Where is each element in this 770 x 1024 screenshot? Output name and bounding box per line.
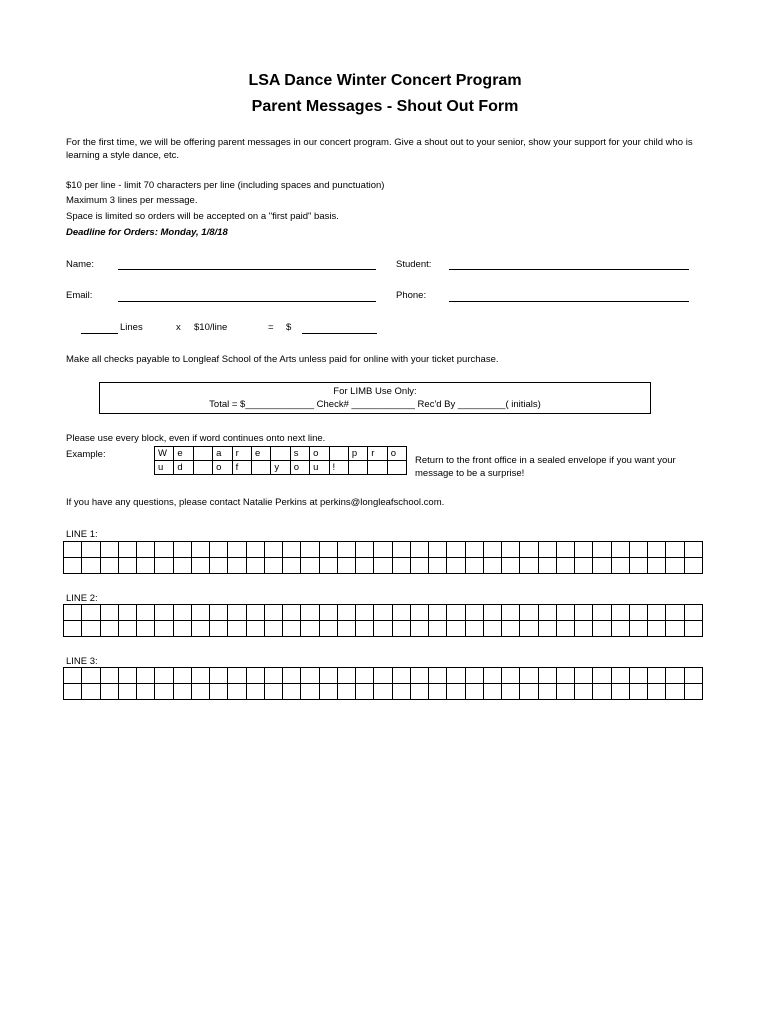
letter-block[interactable] (283, 605, 301, 621)
example-cell (193, 461, 212, 475)
total-amount-field[interactable] (302, 333, 377, 334)
letter-block[interactable] (556, 668, 574, 684)
surprise-note: Return to the front office in a sealed envelope if you want your message to be a surprise! (415, 455, 676, 479)
letter-block[interactable] (556, 684, 574, 700)
letter-block[interactable] (210, 668, 228, 684)
letter-block[interactable] (465, 621, 483, 637)
letter-block[interactable] (520, 668, 538, 684)
letter-block[interactable] (447, 605, 465, 621)
letter-block[interactable] (392, 542, 410, 558)
example-cell: u (310, 461, 329, 475)
letter-block[interactable] (301, 605, 319, 621)
letter-block[interactable] (465, 668, 483, 684)
letter-block[interactable] (520, 558, 538, 574)
letter-block[interactable] (520, 542, 538, 558)
letter-block[interactable] (611, 621, 629, 637)
letter-block[interactable] (429, 605, 447, 621)
letter-block[interactable] (648, 668, 666, 684)
letter-block[interactable] (301, 621, 319, 637)
letter-block[interactable] (374, 621, 392, 637)
letter-block[interactable] (502, 558, 520, 574)
letter-block[interactable] (100, 558, 118, 574)
letter-block[interactable] (483, 558, 501, 574)
equals-sign: = (268, 322, 274, 333)
letter-block[interactable] (264, 605, 282, 621)
example-cell: r (232, 447, 251, 461)
letter-block[interactable] (283, 542, 301, 558)
letter-block[interactable] (246, 542, 264, 558)
letter-block[interactable] (593, 542, 611, 558)
letter-block[interactable] (465, 605, 483, 621)
letter-block[interactable] (556, 542, 574, 558)
letter-block[interactable] (173, 621, 191, 637)
letter-block[interactable] (575, 621, 593, 637)
letter-block[interactable] (64, 542, 82, 558)
name-field[interactable] (118, 269, 376, 270)
pricing-line2: Maximum 3 lines per message. (66, 195, 198, 206)
contact-text: If you have any questions, please contact Natalie Perkins at perkins@longleafschool.com. (66, 497, 445, 508)
letter-block[interactable] (191, 542, 209, 558)
letter-block[interactable] (447, 542, 465, 558)
letter-block[interactable] (666, 605, 684, 621)
letter-block[interactable] (556, 605, 574, 621)
letter-block[interactable] (155, 605, 173, 621)
letter-block[interactable] (337, 668, 355, 684)
letter-block[interactable] (629, 621, 647, 637)
letter-block[interactable] (611, 605, 629, 621)
letter-block[interactable] (538, 605, 556, 621)
letter-block[interactable] (648, 542, 666, 558)
letter-block[interactable] (684, 542, 702, 558)
letter-block[interactable] (137, 621, 155, 637)
letter-block[interactable] (155, 668, 173, 684)
letter-block[interactable] (447, 684, 465, 700)
letter-block[interactable] (301, 558, 319, 574)
letter-block[interactable] (392, 621, 410, 637)
letter-block[interactable] (429, 684, 447, 700)
letter-block[interactable] (118, 684, 136, 700)
limb-header: For LIMB Use Only: (333, 386, 417, 397)
example-cell: o (387, 447, 406, 461)
letter-block[interactable] (502, 621, 520, 637)
letter-block[interactable] (137, 605, 155, 621)
line3-row-2 (64, 684, 703, 700)
letter-block[interactable] (264, 684, 282, 700)
example-cell (348, 461, 367, 475)
letter-block[interactable] (429, 668, 447, 684)
letter-block[interactable] (118, 558, 136, 574)
letter-block[interactable] (611, 668, 629, 684)
letter-block[interactable] (392, 684, 410, 700)
letter-block[interactable] (264, 668, 282, 684)
letter-block[interactable] (356, 621, 374, 637)
example-instruction: Please use every block, even if word continues onto next line. (66, 433, 326, 444)
letter-block[interactable] (447, 621, 465, 637)
letter-block[interactable] (319, 542, 337, 558)
example-cell: e (251, 447, 270, 461)
letter-block[interactable] (301, 684, 319, 700)
letter-block[interactable] (118, 621, 136, 637)
letter-block[interactable] (410, 684, 428, 700)
letter-block[interactable] (319, 605, 337, 621)
line2-row-2 (64, 621, 703, 637)
letter-block[interactable] (684, 668, 702, 684)
letter-block[interactable] (228, 621, 246, 637)
example-cell (193, 447, 212, 461)
letter-block[interactable] (356, 684, 374, 700)
rate-label: $10/line (194, 322, 228, 333)
letter-block[interactable] (155, 684, 173, 700)
line3-row-1 (64, 668, 703, 684)
letter-block[interactable] (648, 684, 666, 700)
letter-block[interactable] (191, 668, 209, 684)
letter-block[interactable] (611, 684, 629, 700)
letter-block[interactable] (64, 668, 82, 684)
letter-block[interactable] (593, 668, 611, 684)
letter-block[interactable] (502, 684, 520, 700)
letter-block[interactable] (137, 684, 155, 700)
letter-block[interactable] (264, 558, 282, 574)
letter-block[interactable] (556, 558, 574, 574)
letter-block[interactable] (283, 621, 301, 637)
letter-block[interactable] (64, 558, 82, 574)
letter-block[interactable] (575, 542, 593, 558)
letter-block[interactable] (483, 621, 501, 637)
letter-block[interactable] (593, 621, 611, 637)
letter-block[interactable] (173, 668, 191, 684)
letter-block[interactable] (173, 558, 191, 574)
letter-block[interactable] (575, 605, 593, 621)
example-cell: s (290, 447, 309, 461)
letter-block[interactable] (210, 684, 228, 700)
letter-block[interactable] (374, 668, 392, 684)
letter-block[interactable] (210, 558, 228, 574)
letter-block[interactable] (210, 605, 228, 621)
letter-block[interactable] (520, 605, 538, 621)
lines-count-field[interactable] (81, 333, 118, 334)
letter-block[interactable] (100, 621, 118, 637)
letter-block[interactable] (483, 684, 501, 700)
student-label: Student: (396, 259, 432, 270)
letter-block[interactable] (319, 684, 337, 700)
lines-label: Lines (120, 322, 143, 333)
letter-block[interactable] (100, 605, 118, 621)
form-title-line2: Parent Messages - Shout Out Form (251, 98, 519, 115)
letter-block[interactable] (648, 605, 666, 621)
letter-block[interactable] (228, 542, 246, 558)
letter-block[interactable] (191, 558, 209, 574)
letter-block[interactable] (666, 542, 684, 558)
letter-block[interactable] (191, 621, 209, 637)
letter-block[interactable] (629, 605, 647, 621)
letter-block[interactable] (155, 558, 173, 574)
letter-block[interactable] (228, 558, 246, 574)
letter-block[interactable] (374, 558, 392, 574)
intro-text: For the first time, we will be offering parent messages in our concert program. Give a shout out to your senior, show your support for your child who is learning a style dance, etc. (66, 137, 693, 161)
letter-block[interactable] (118, 668, 136, 684)
letter-block[interactable] (593, 558, 611, 574)
phone-label: Phone: (396, 290, 427, 301)
line1-row-1 (64, 542, 703, 558)
letter-block[interactable] (155, 621, 173, 637)
letter-block[interactable] (520, 684, 538, 700)
letter-block[interactable] (283, 558, 301, 574)
letter-block[interactable] (483, 542, 501, 558)
letter-block[interactable] (465, 684, 483, 700)
letter-block[interactable] (538, 558, 556, 574)
example-cell: o (310, 447, 329, 461)
dollar-sign: $ (286, 322, 292, 333)
letter-block[interactable] (684, 621, 702, 637)
limb-detail: Total = $_____________ Check# ____________ Rec'd By _________( initials) (209, 399, 541, 410)
letter-block[interactable] (684, 684, 702, 700)
example-row-2 (155, 461, 407, 475)
example-cell: ! (329, 461, 348, 475)
example-cell (251, 461, 270, 475)
letter-block[interactable] (666, 668, 684, 684)
letter-block[interactable] (173, 605, 191, 621)
line2-row-1 (64, 605, 703, 621)
student-field[interactable] (449, 269, 689, 270)
letter-block[interactable] (538, 684, 556, 700)
phone-field[interactable] (449, 301, 689, 302)
letter-block[interactable] (82, 542, 100, 558)
letter-block[interactable] (593, 605, 611, 621)
example-cell: p (348, 447, 367, 461)
letter-block[interactable] (155, 542, 173, 558)
letter-block[interactable] (429, 558, 447, 574)
line1-row-2 (64, 558, 703, 574)
deadline-text: Deadline for Orders: Monday, 1/8/18 (66, 227, 228, 238)
letter-block[interactable] (666, 621, 684, 637)
letter-block[interactable] (228, 605, 246, 621)
letter-block[interactable] (319, 668, 337, 684)
letter-block[interactable] (246, 668, 264, 684)
letter-block[interactable] (191, 605, 209, 621)
letter-block[interactable] (82, 621, 100, 637)
letter-block[interactable] (246, 558, 264, 574)
example-cell: y (271, 461, 290, 475)
letter-block[interactable] (173, 542, 191, 558)
letter-block[interactable] (337, 542, 355, 558)
letter-block[interactable] (575, 684, 593, 700)
letter-block[interactable] (210, 542, 228, 558)
line1-label: LINE 1: (66, 529, 98, 540)
letter-block[interactable] (137, 558, 155, 574)
letter-block[interactable] (374, 605, 392, 621)
letter-block[interactable] (246, 605, 264, 621)
letter-block[interactable] (483, 668, 501, 684)
pricing-line1: $10 per line - limit 70 characters per line (including spaces and punctuation) (66, 180, 385, 191)
letter-block[interactable] (410, 558, 428, 574)
letter-block[interactable] (465, 558, 483, 574)
letter-block[interactable] (556, 621, 574, 637)
example-cell: f (232, 461, 251, 475)
letter-block[interactable] (410, 621, 428, 637)
letter-block[interactable] (82, 558, 100, 574)
name-label: Name: (66, 259, 94, 270)
letter-block[interactable] (137, 668, 155, 684)
letter-block[interactable] (319, 558, 337, 574)
letter-block[interactable] (410, 668, 428, 684)
letter-block[interactable] (210, 621, 228, 637)
letter-block[interactable] (246, 684, 264, 700)
letter-block[interactable] (356, 542, 374, 558)
checks-note: Make all checks payable to Longleaf School of the Arts unless paid for online with your ticket purchase. (66, 354, 499, 365)
letter-block[interactable] (538, 668, 556, 684)
letter-block[interactable] (356, 605, 374, 621)
letter-block[interactable] (629, 684, 647, 700)
letter-block[interactable] (575, 558, 593, 574)
letter-block[interactable] (629, 558, 647, 574)
example-label: Example: (66, 449, 106, 460)
letter-block[interactable] (301, 668, 319, 684)
example-grid (154, 446, 407, 475)
example-cell: a (213, 447, 232, 461)
letter-block[interactable] (82, 684, 100, 700)
letter-block[interactable] (392, 668, 410, 684)
form-title-line1: LSA Dance Winter Concert Program (248, 72, 522, 89)
letter-block[interactable] (465, 542, 483, 558)
letter-block[interactable] (429, 621, 447, 637)
letter-block[interactable] (629, 668, 647, 684)
letter-block[interactable] (283, 668, 301, 684)
limb-use-box (99, 382, 651, 414)
letter-block[interactable] (392, 558, 410, 574)
letter-block[interactable] (264, 621, 282, 637)
letter-block[interactable] (483, 605, 501, 621)
line2-label: LINE 2: (66, 593, 98, 604)
letter-block[interactable] (447, 668, 465, 684)
letter-block[interactable] (502, 668, 520, 684)
letter-block[interactable] (429, 542, 447, 558)
line1-grid[interactable] (63, 541, 703, 574)
letter-block[interactable] (137, 542, 155, 558)
letter-block[interactable] (666, 684, 684, 700)
letter-block[interactable] (502, 605, 520, 621)
example-cell: e (174, 447, 193, 461)
letter-block[interactable] (191, 684, 209, 700)
example-cell (329, 447, 348, 461)
letter-block[interactable] (228, 684, 246, 700)
letter-block[interactable] (64, 621, 82, 637)
letter-block[interactable] (100, 684, 118, 700)
example-cell: o (213, 461, 232, 475)
line3-grid[interactable] (63, 667, 703, 700)
letter-block[interactable] (447, 558, 465, 574)
times-sign: x (176, 322, 181, 333)
example-row-1 (155, 447, 407, 461)
example-cell: W (155, 447, 174, 461)
example-cell (271, 447, 290, 461)
letter-block[interactable] (337, 605, 355, 621)
pricing-line3: Space is limited so orders will be accepted on a "first paid" basis. (66, 211, 339, 222)
letter-block[interactable] (301, 542, 319, 558)
letter-block[interactable] (648, 558, 666, 574)
letter-block[interactable] (502, 542, 520, 558)
example-cell (368, 461, 387, 475)
letter-block[interactable] (611, 558, 629, 574)
letter-block[interactable] (337, 684, 355, 700)
letter-block[interactable] (666, 558, 684, 574)
letter-block[interactable] (100, 542, 118, 558)
letter-block[interactable] (684, 605, 702, 621)
letter-block[interactable] (82, 668, 100, 684)
letter-block[interactable] (118, 542, 136, 558)
letter-block[interactable] (173, 684, 191, 700)
letter-block[interactable] (538, 621, 556, 637)
letter-block[interactable] (593, 684, 611, 700)
letter-block[interactable] (228, 668, 246, 684)
letter-block[interactable] (575, 668, 593, 684)
letter-block[interactable] (264, 542, 282, 558)
example-cell: r (368, 447, 387, 461)
letter-block[interactable] (64, 605, 82, 621)
letter-block[interactable] (82, 605, 100, 621)
line3-label: LINE 3: (66, 656, 98, 667)
line2-grid[interactable] (63, 604, 703, 637)
letter-block[interactable] (64, 684, 82, 700)
email-label: Email: (66, 290, 93, 301)
letter-block[interactable] (648, 621, 666, 637)
letter-block[interactable] (611, 542, 629, 558)
letter-block[interactable] (538, 542, 556, 558)
example-cell (387, 461, 406, 475)
letter-block[interactable] (118, 605, 136, 621)
letter-block[interactable] (520, 621, 538, 637)
letter-block[interactable] (629, 542, 647, 558)
letter-block[interactable] (410, 605, 428, 621)
letter-block[interactable] (337, 558, 355, 574)
letter-block[interactable] (392, 605, 410, 621)
letter-block[interactable] (100, 668, 118, 684)
letter-block[interactable] (356, 558, 374, 574)
example-cell: d (174, 461, 193, 475)
email-field[interactable] (118, 301, 376, 302)
letter-block[interactable] (319, 621, 337, 637)
letter-block[interactable] (410, 542, 428, 558)
letter-block[interactable] (374, 542, 392, 558)
letter-block[interactable] (246, 621, 264, 637)
letter-block[interactable] (337, 621, 355, 637)
letter-block[interactable] (283, 684, 301, 700)
letter-block[interactable] (356, 668, 374, 684)
example-cell: o (290, 461, 309, 475)
letter-block[interactable] (374, 684, 392, 700)
letter-block[interactable] (684, 558, 702, 574)
example-cell: u (155, 461, 174, 475)
